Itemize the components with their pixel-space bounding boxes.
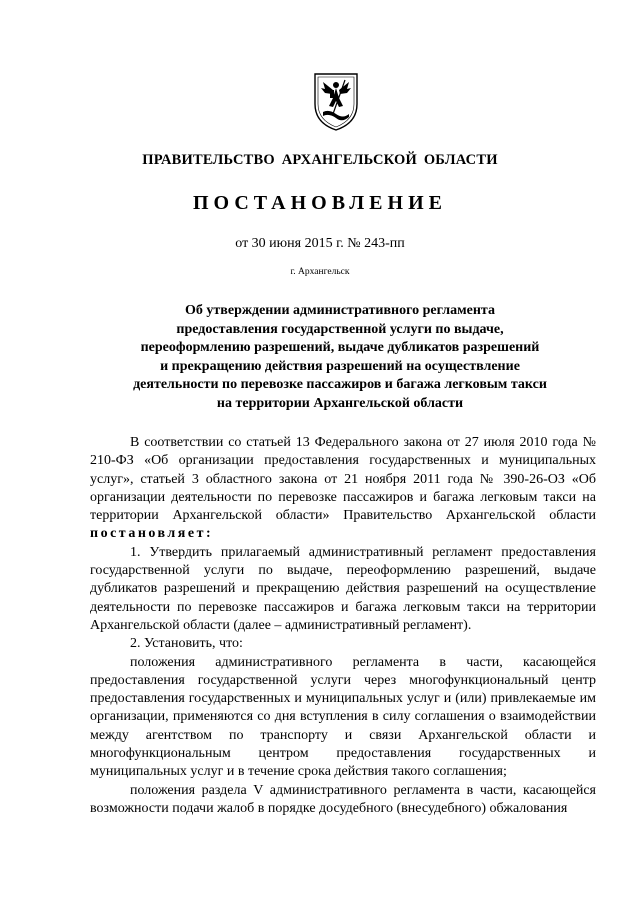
document-city: г. Архангельск (290, 267, 350, 277)
body-paragraph (90, 434, 596, 544)
resolution-keyword: постановляет: (90, 526, 214, 542)
body-paragraph: 1. Утвердить прилагаемый административный регламент предоставления государственной услуги по выдаче, переоформлению разрешений, выдаче дубликатов разрешений и прекращению действия разрешений на осуществление деятельности по перевозке пассажиров и багажа легковым такси на территории Архангельской области (далее – административный регламент). (90, 544, 596, 633)
document-date-number: от 30 июня 2015 г. № 243-пп (235, 236, 405, 251)
body-paragraph: 2. Установить, что: (130, 636, 243, 652)
title-line: переоформлению разрешений, выдаче дубликатов разрешений (140, 340, 540, 356)
document-body (90, 434, 596, 818)
body-paragraph: положения раздела V административного регламента в части, касающейся возможности подачи жалоб в порядке досудебного (внесудебного) обжалования (90, 782, 596, 816)
title-line: деятельности по перевозке пассажиров и багажа легковым такси (133, 377, 547, 393)
title-line: Об утверждении административного регламента (185, 303, 495, 318)
title-line: на территории Архангельской области (216, 395, 464, 411)
document-title (100, 302, 580, 414)
title-line: и прекращению действия разрешений на осуществление (160, 358, 520, 374)
document-type: ПОСТАНОВЛЕНИЕ (193, 192, 447, 214)
organization-name: ПРАВИТЕЛЬСТВО АРХАНГЕЛЬСКОЙ ОБЛАСТИ (142, 152, 498, 168)
body-paragraph: положения административного регламента в части, касающейся предоставления государственной услуги через многофункциональный центр предоставления государственных и муниципальных услуг и (или) привлекаемые им организации, применяются со дня вступления в силу соглашения о взаимодействии между агентством по транспорту и связи Архангельской области и многофункциональным центром предоставления государственных и муниципальных услуг и в течение срока действия такого соглашения; (90, 654, 596, 780)
title-line: предоставления государственной услуги по выдаче, (176, 321, 504, 337)
paragraph-text: В соответствии со статьей 13 Федерального закона от 27 июля 2010 года № 210-ФЗ «Об организации предоставления государственных и муниципальных услуг», статьей 3 областного закона от 21 ноября 2011 года № 390-26-ОЗ «Об организации деятельности по перевозке пассажиров и багажа легковым такси на территории Архангельской области» Правительство Архангельской области (90, 435, 596, 524)
coat-of-arms-icon (311, 70, 361, 132)
